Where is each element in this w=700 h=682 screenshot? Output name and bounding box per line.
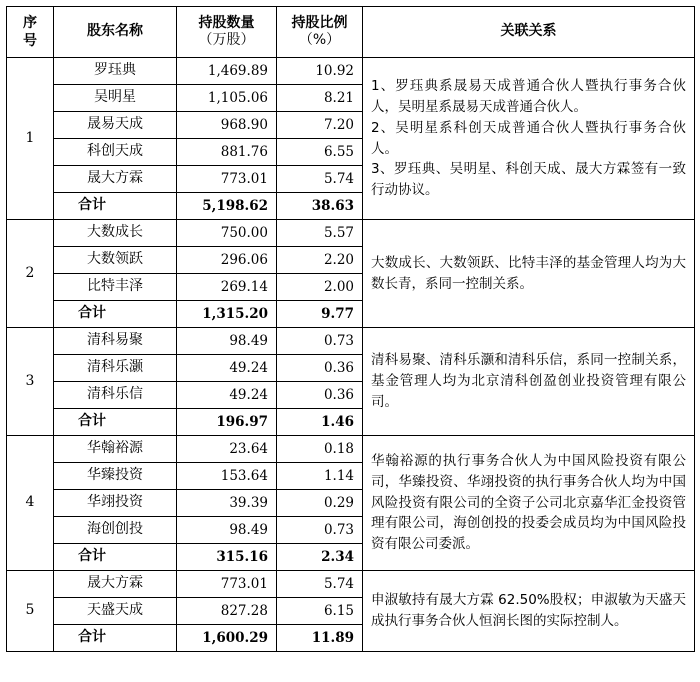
shareholder-name: 华翊投资 — [54, 490, 177, 517]
shareholder-name: 晟大方霖 — [54, 571, 177, 598]
group-seq: 3 — [7, 328, 54, 436]
shares-value: 39.39 — [177, 490, 277, 517]
relation-paragraph: 华翰裕源的执行事务合伙人为中国风险投资有限公司，华臻投资、华翊投资的执行事务合伙人均为中国风险投资有限公司的全资子公司北京嘉华汇金投资管理有限公司，海创创投的投委会成员均为中国风险投资有限公司委派。 — [371, 452, 686, 553]
shareholder-name: 华臻投资 — [54, 463, 177, 490]
total-shares: 5,198.62 — [177, 193, 277, 220]
relation-description — [363, 58, 695, 220]
ratio-value: 10.92 — [277, 58, 363, 85]
shareholder-name: 晟易天成 — [54, 112, 177, 139]
header-ratio-line2: （%） — [298, 32, 341, 48]
header-shares-line2: （万股） — [198, 32, 255, 48]
shareholder-name: 清科易聚 — [54, 328, 177, 355]
table-row — [7, 58, 695, 85]
table-body — [7, 58, 695, 652]
shares-value: 1,469.89 — [177, 58, 277, 85]
shares-value: 296.06 — [177, 247, 277, 274]
relation-paragraph: 清科易聚、清科乐灏和清科乐信，系同一控制关系，基金管理人均为北京清科创盈创业投资管理有限公司。 — [371, 352, 686, 410]
shareholder-name: 华翰裕源 — [54, 436, 177, 463]
shares-value: 269.14 — [177, 274, 277, 301]
shares-value: 968.90 — [177, 112, 277, 139]
total-ratio: 11.89 — [277, 625, 363, 652]
ratio-value: 6.15 — [277, 598, 363, 625]
relation-description — [363, 436, 695, 571]
table-row — [7, 571, 695, 598]
shareholder-name: 比特丰泽 — [54, 274, 177, 301]
shareholder-name: 吴明星 — [54, 85, 177, 112]
ratio-value: 0.29 — [277, 490, 363, 517]
ratio-value: 0.73 — [277, 328, 363, 355]
shares-value: 773.01 — [177, 166, 277, 193]
shares-value: 1,105.06 — [177, 85, 277, 112]
shares-value: 827.28 — [177, 598, 277, 625]
shareholder-name: 晟大方霖 — [54, 166, 177, 193]
relation-paragraph: 大数成长、大数领跃、比特丰泽的基金管理人均为大数长青，系同一控制关系。 — [371, 254, 686, 292]
ratio-value: 8.21 — [277, 85, 363, 112]
total-shares: 315.16 — [177, 544, 277, 571]
shares-value: 23.64 — [177, 436, 277, 463]
shareholder-name: 清科乐灏 — [54, 355, 177, 382]
relation-paragraph: 申淑敏持有晟大方霖 62.50%股权；申淑敏为天盛天成执行事务合伙人恒润长图的实际控制人。 — [371, 592, 686, 629]
total-shares: 1,600.29 — [177, 625, 277, 652]
shareholder-name: 清科乐信 — [54, 382, 177, 409]
total-label: 合计 — [54, 193, 177, 220]
header-ratio-line1: 持股比例 — [291, 14, 348, 31]
shares-value: 49.24 — [177, 355, 277, 382]
table-row — [7, 436, 695, 463]
total-label: 合计 — [54, 301, 177, 328]
header-ratio — [277, 7, 363, 58]
shares-value: 153.64 — [177, 463, 277, 490]
group-seq: 5 — [7, 571, 54, 652]
ratio-value: 5.74 — [277, 166, 363, 193]
table-row — [7, 328, 695, 355]
group-seq: 1 — [7, 58, 54, 220]
shareholder-name: 罗珏典 — [54, 58, 177, 85]
shareholder-name: 天盛天成 — [54, 598, 177, 625]
total-label: 合计 — [54, 544, 177, 571]
header-row — [7, 7, 695, 58]
header-relation: 关联关系 — [363, 7, 695, 58]
shares-value: 881.76 — [177, 139, 277, 166]
total-shares: 1,315.20 — [177, 301, 277, 328]
relation-paragraph: 3、罗珏典、吴明星、科创天成、晟大方霖签有一致行动协议。 — [371, 161, 686, 199]
ratio-value: 0.73 — [277, 517, 363, 544]
total-ratio: 38.63 — [277, 193, 363, 220]
ratio-value: 5.74 — [277, 571, 363, 598]
ratio-value: 0.18 — [277, 436, 363, 463]
ratio-value: 2.20 — [277, 247, 363, 274]
shares-value: 750.00 — [177, 220, 277, 247]
header-name: 股东名称 — [54, 7, 177, 58]
ratio-value: 0.36 — [277, 382, 363, 409]
total-ratio: 9.77 — [277, 301, 363, 328]
ratio-value: 7.20 — [277, 112, 363, 139]
group-seq: 2 — [7, 220, 54, 328]
shares-value: 49.24 — [177, 382, 277, 409]
header-shares — [177, 7, 277, 58]
header-shares-line1: 持股数量 — [198, 14, 255, 31]
ratio-value: 6.55 — [277, 139, 363, 166]
total-label: 合计 — [54, 625, 177, 652]
shareholder-relation-table — [6, 6, 695, 652]
shares-value: 98.49 — [177, 517, 277, 544]
relation-paragraph: 1、罗珏典系晟易天成普通合伙人暨执行事务合伙人，吴明星系晟易天成普通合伙人。 — [371, 77, 686, 115]
ratio-value: 1.14 — [277, 463, 363, 490]
header-seq — [7, 7, 54, 58]
group-seq: 4 — [7, 436, 54, 571]
total-shares: 196.97 — [177, 409, 277, 436]
relation-description — [363, 328, 695, 436]
shareholder-name: 科创天成 — [54, 139, 177, 166]
shareholder-name: 大数领跃 — [54, 247, 177, 274]
shareholder-name: 海创创投 — [54, 517, 177, 544]
ratio-value: 0.36 — [277, 355, 363, 382]
relation-description — [363, 571, 695, 652]
ratio-value: 5.57 — [277, 220, 363, 247]
ratio-value: 2.00 — [277, 274, 363, 301]
header-seq-label: 序 号 — [23, 14, 37, 49]
shareholder-name: 大数成长 — [54, 220, 177, 247]
relation-paragraph: 2、吴明星系科创天成普通合伙人暨执行事务合伙人。 — [371, 119, 686, 157]
shares-value: 98.49 — [177, 328, 277, 355]
shares-value: 773.01 — [177, 571, 277, 598]
total-ratio: 1.46 — [277, 409, 363, 436]
total-label: 合计 — [54, 409, 177, 436]
total-ratio: 2.34 — [277, 544, 363, 571]
table-row — [7, 220, 695, 247]
relation-description — [363, 220, 695, 328]
